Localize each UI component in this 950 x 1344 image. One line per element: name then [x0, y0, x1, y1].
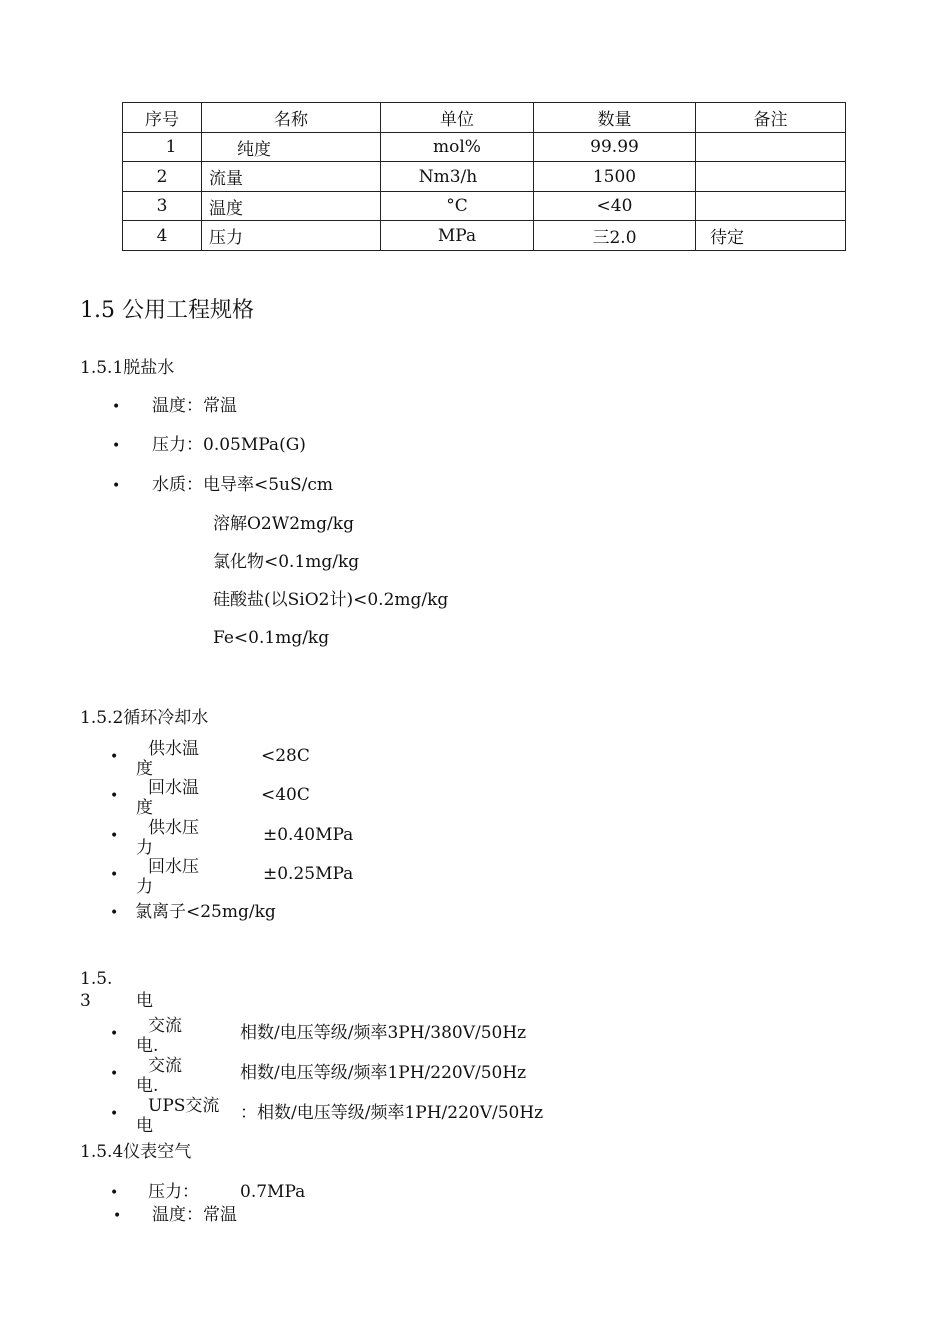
- table-header-cell: 序号: [123, 103, 202, 133]
- table-cell: Nm3/h: [381, 162, 534, 192]
- table-cell: °C: [381, 192, 534, 221]
- table-header-cell: 数量: [534, 103, 696, 133]
- subsection-heading: 1.5.1脱盐水: [80, 358, 175, 378]
- list-item-continuation: Fe<0.1mg/kg: [213, 628, 330, 648]
- table-cell: [696, 192, 846, 221]
- table-header-cell: 备注: [696, 103, 846, 133]
- list-item-label: 供水温度: [136, 739, 199, 779]
- spec-table: [122, 102, 846, 251]
- list-item-label: 回水温度: [136, 778, 199, 818]
- list-item: 温度：常温: [152, 396, 237, 416]
- bullet-icon: •: [112, 438, 121, 454]
- list-item: 压力：0.05MPa(G): [152, 435, 306, 455]
- list-item-label: 回水压力: [136, 857, 199, 897]
- bullet-icon: •: [110, 867, 119, 883]
- table-cell: 纯度: [202, 133, 381, 162]
- table-cell: 3: [123, 192, 202, 221]
- subsection-heading: 1.5.2循环冷却水: [80, 708, 209, 728]
- table-row: [123, 162, 846, 192]
- bullet-icon: •: [110, 1066, 119, 1082]
- bullet-icon: •: [110, 1106, 119, 1122]
- table-header-cell: 单位: [381, 103, 534, 133]
- bullet-icon: •: [110, 1026, 119, 1042]
- table-cell: 温度: [202, 192, 381, 221]
- table-row: [123, 133, 846, 162]
- list-item-label: 压力：: [148, 1182, 199, 1202]
- list-item-value: 相数/电压等级/频率3PH/380V/50Hz: [240, 1023, 527, 1043]
- list-item-label: 交流电.: [136, 1016, 182, 1056]
- list-item-label: 交流电.: [136, 1056, 182, 1096]
- list-item-value: ±0.25MPa: [263, 864, 354, 884]
- table-cell: 2: [123, 162, 202, 192]
- bullet-icon: •: [110, 905, 119, 921]
- bullet-icon: •: [110, 828, 119, 844]
- section-heading: 1.5 公用工程规格: [80, 298, 254, 323]
- table-header-row: [123, 103, 846, 133]
- subsection-heading: 电: [136, 991, 153, 1011]
- list-item: 氯离子<25mg/kg: [135, 902, 276, 922]
- bullet-icon: •: [113, 1208, 122, 1224]
- table-cell: 待定: [696, 221, 846, 251]
- list-item-label: 供水压力: [136, 818, 199, 858]
- bullet-icon: •: [110, 788, 119, 804]
- table-cell: <40: [534, 192, 696, 221]
- list-item-value: ±0.40MPa: [263, 825, 354, 845]
- table-cell: 4: [123, 221, 202, 251]
- list-item-continuation: 溶解O2W2mg/kg: [213, 514, 354, 534]
- list-item-continuation: 氯化物<0.1mg/kg: [213, 552, 360, 572]
- list-item: 水质：电导率<5uS/cm: [152, 475, 334, 495]
- table-cell: mol%: [381, 133, 534, 162]
- subsection-number: 1.5.: [80, 969, 113, 989]
- list-item-value: 0.7MPa: [240, 1182, 306, 1202]
- table-cell: 压力: [202, 221, 381, 251]
- table-cell: MPa: [381, 221, 534, 251]
- bullet-icon: •: [110, 1185, 119, 1201]
- list-item: 温度：常温: [152, 1205, 237, 1225]
- table-cell: [696, 162, 846, 192]
- subsection-number: 3: [80, 991, 91, 1011]
- subsection-heading: 1.5.4仪表空气: [80, 1142, 192, 1162]
- table-cell: 流量: [202, 162, 381, 192]
- list-item-value: <28C: [261, 746, 310, 766]
- list-item-continuation: 硅酸盐(以SiO2计)<0.2mg/kg: [213, 590, 449, 610]
- table-cell: [696, 133, 846, 162]
- table-row: [123, 221, 846, 251]
- table-header-cell: 名称: [202, 103, 381, 133]
- list-item-label: UPS交流电: [136, 1096, 220, 1136]
- table-cell: 1500: [534, 162, 696, 192]
- list-item-value: 相数/电压等级/频率1PH/220V/50Hz: [240, 1063, 527, 1083]
- table-row: [123, 192, 846, 221]
- list-item-value: <40C: [261, 785, 310, 805]
- table-cell: 1: [123, 133, 202, 162]
- bullet-icon: •: [112, 478, 121, 494]
- table-cell: 三2.0: [534, 221, 696, 251]
- table-cell: 99.99: [534, 133, 696, 162]
- list-item-value: ：相数/电压等级/频率1PH/220V/50Hz: [240, 1103, 544, 1123]
- bullet-icon: •: [110, 749, 119, 765]
- bullet-icon: •: [112, 399, 121, 415]
